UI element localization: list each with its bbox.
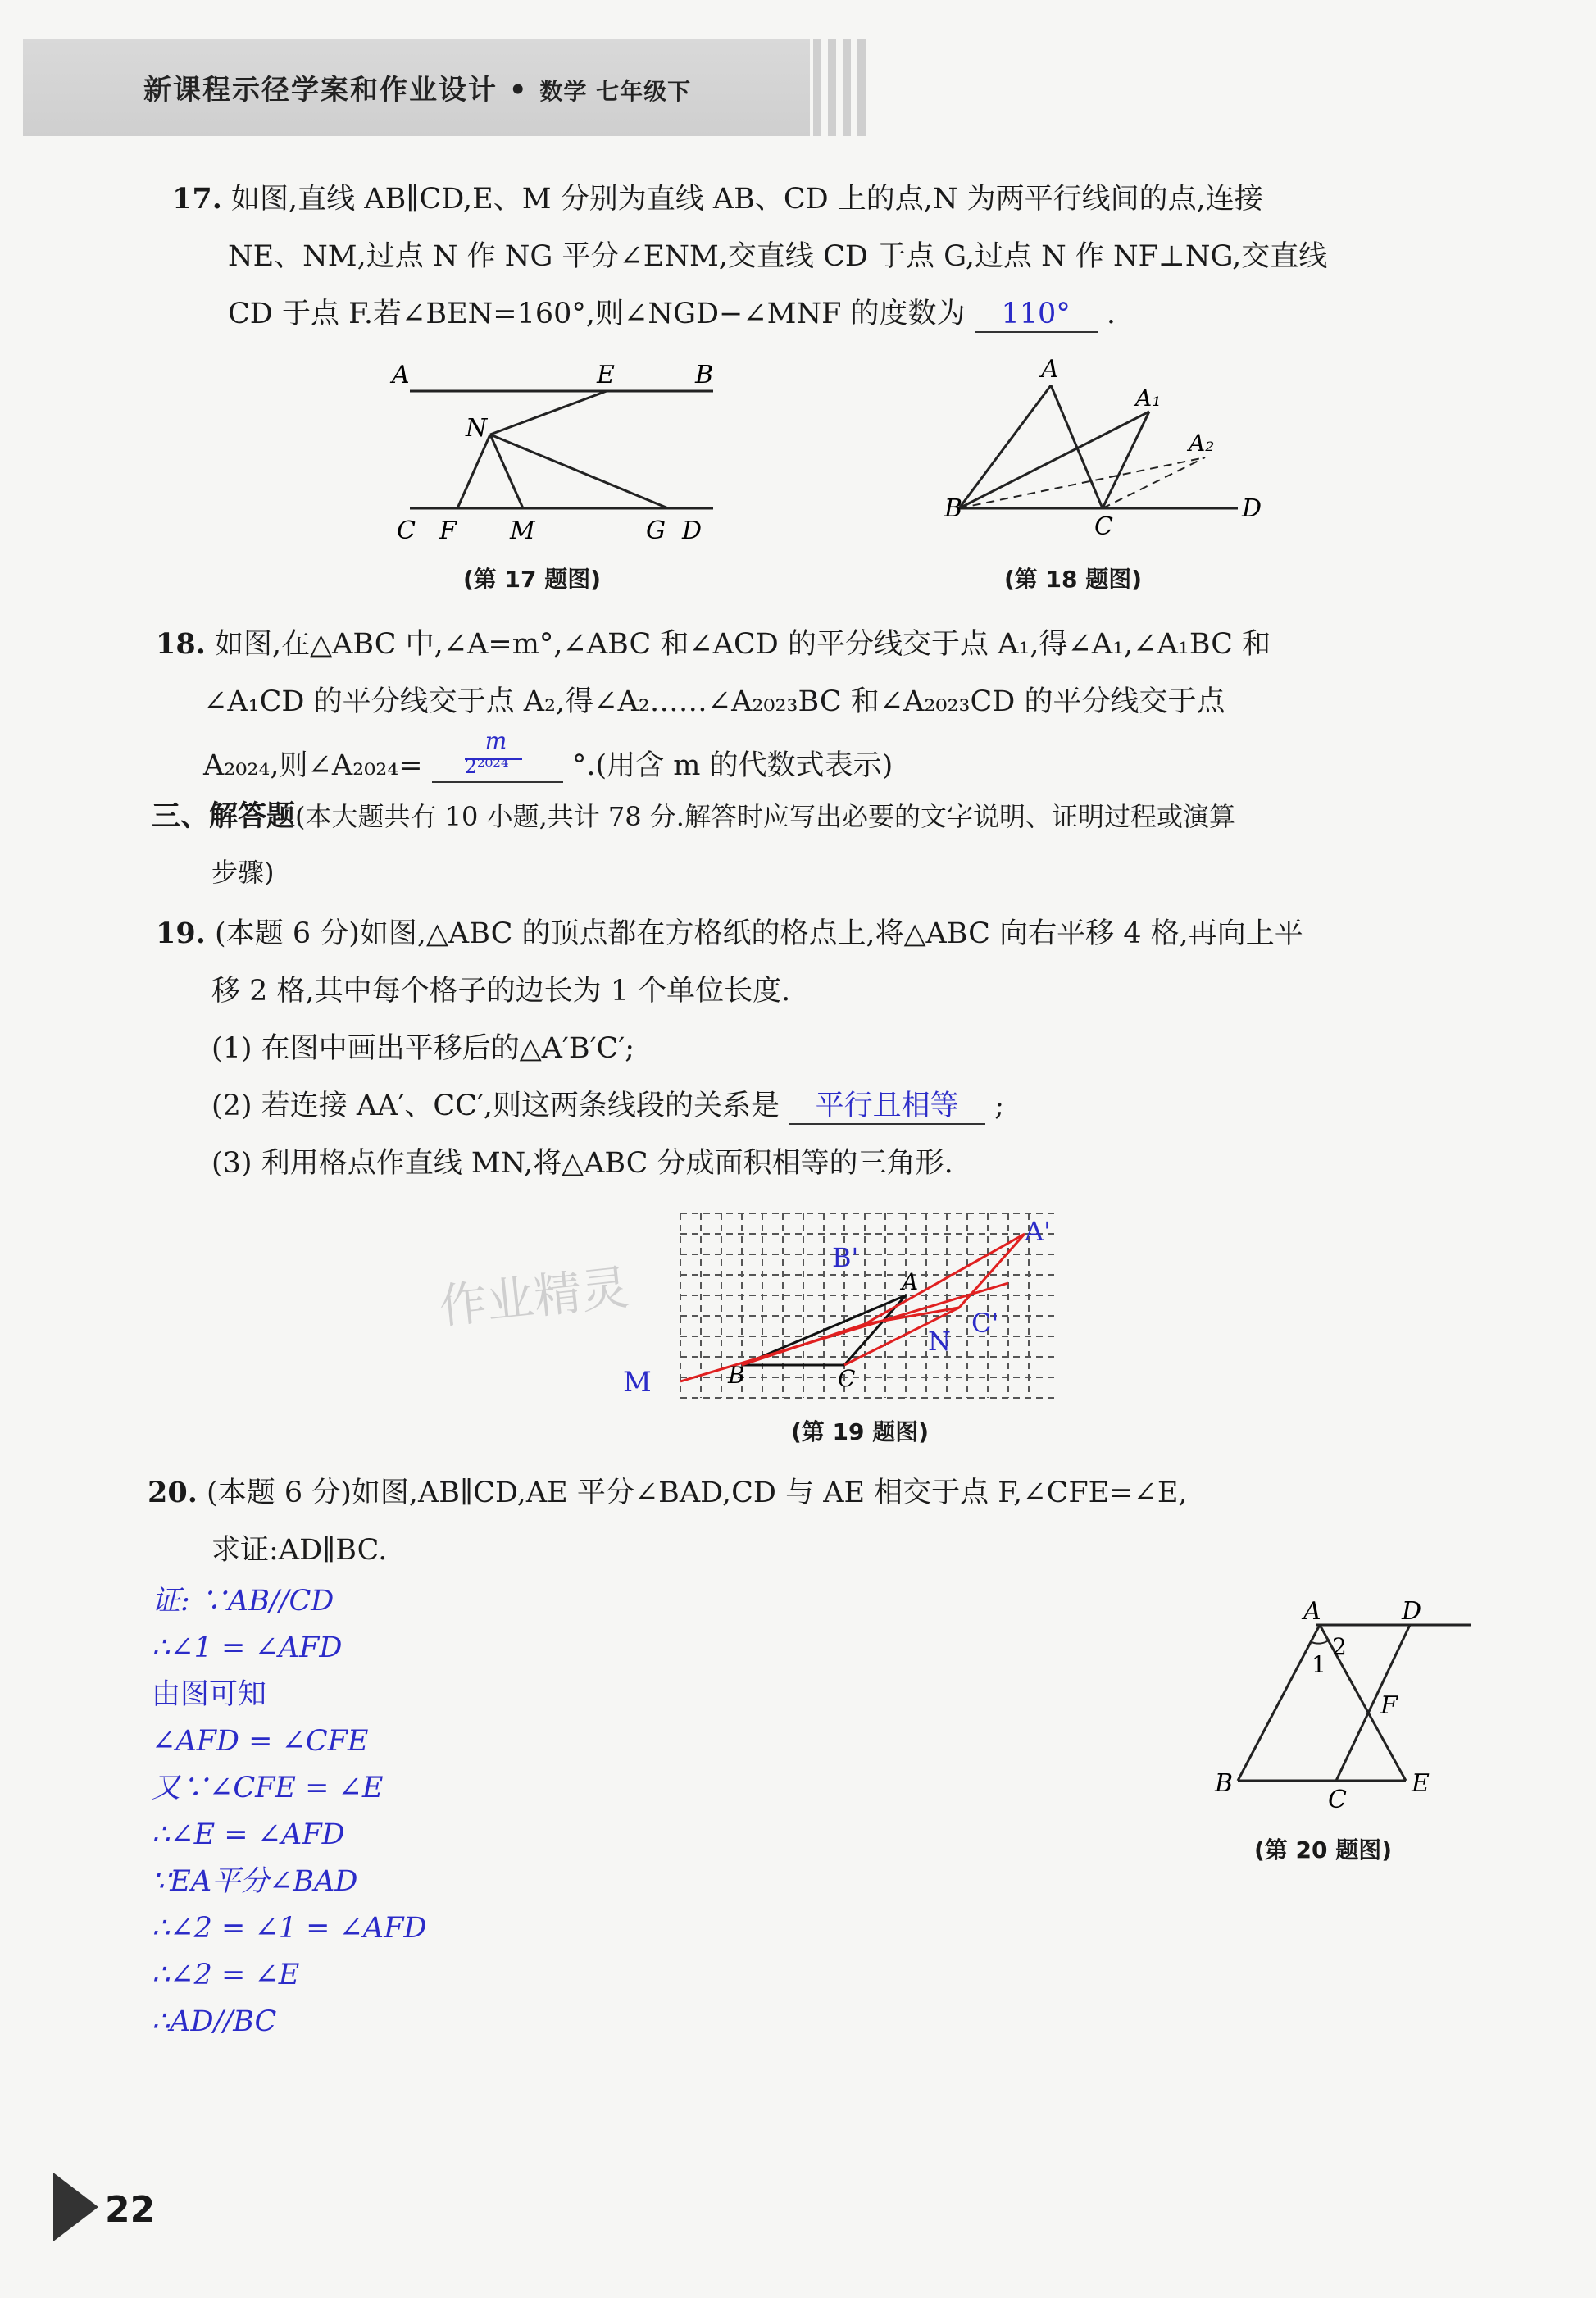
q20-label-d: D xyxy=(1402,1597,1422,1626)
q18-answer-numerator: m xyxy=(484,727,507,754)
q19-part1: (1) 在图中画出平移后的△A′B′C′; xyxy=(211,1032,635,1065)
q20-line2: 求证:AD∥BC. xyxy=(211,1534,388,1567)
q20-proof-step: ∴∠2 = ∠1 = ∠AFD xyxy=(152,1912,427,1945)
q19-label-a-prime: A' xyxy=(1025,1216,1051,1247)
q20-label-a: A xyxy=(1303,1597,1321,1626)
q17-label-c: C xyxy=(397,516,416,545)
section3-title: 三、解答题 xyxy=(152,800,296,833)
header-bullet: • xyxy=(508,74,529,107)
q18-answer-denominator: 2²⁰²⁴ xyxy=(464,755,509,778)
q19-label-a: A xyxy=(902,1268,919,1295)
q17-label-a: A xyxy=(392,361,410,389)
q19-part2-end: ; xyxy=(994,1090,1005,1122)
q18-text-3-end: °.(用含 m 的代数式表示) xyxy=(571,749,893,782)
q20-proof-step: ∴∠1 = ∠AFD xyxy=(152,1631,343,1664)
q17-label-d: D xyxy=(682,516,703,545)
q20-proof xyxy=(152,1578,427,2045)
q18-figure xyxy=(934,353,1262,549)
q20-figure xyxy=(1205,1590,1484,1820)
q20-proof-step: ∵EA平分∠BAD xyxy=(152,1865,358,1898)
q18-line3 xyxy=(203,727,893,783)
q20-proof-step: ∴AD//BC xyxy=(152,2005,277,2038)
q18-seg-ba xyxy=(959,385,1051,508)
q20-label-e: E xyxy=(1412,1769,1430,1798)
q18-answer xyxy=(432,727,563,783)
q19-label-b: B xyxy=(728,1362,745,1389)
q20-label-1: 1 xyxy=(1312,1651,1326,1678)
q19-caption: (第 19 题图) xyxy=(791,1418,930,1445)
q19-label-c-prime: C' xyxy=(971,1308,999,1339)
q20-label-b: B xyxy=(1215,1769,1234,1798)
q19-label-n: N xyxy=(928,1326,951,1357)
q20-proof-step: 证: ∵AB//CD xyxy=(152,1585,334,1618)
section3-line2: 步骤) xyxy=(211,857,275,888)
q20-label-2: 2 xyxy=(1332,1633,1347,1660)
q17-seg-nf xyxy=(457,435,490,508)
q17-seg-ne xyxy=(490,391,607,435)
q20-line1 xyxy=(148,1476,1188,1510)
q19-line1 xyxy=(156,917,1303,951)
q20-number: 20. xyxy=(148,1476,198,1509)
q17-line2: NE、NM,过点 N 作 NG 平分∠ENM,交直线 CD 于点 G,过点 N 作 NF⊥NG,交直线 xyxy=(228,240,1328,273)
q18-label-a1: A₁ xyxy=(1135,385,1162,412)
q17-caption: (第 17 题图) xyxy=(463,566,602,593)
page-number: 22 xyxy=(105,2189,156,2231)
q17-line1 xyxy=(172,182,1263,216)
q18-label-a: A xyxy=(1041,355,1059,384)
q17-line3 xyxy=(228,297,1116,333)
q19-triangle-a2b2c2 xyxy=(865,1234,1025,1324)
q20-proof-step: 由图可知 xyxy=(152,1678,267,1711)
q18-seg-ca2 xyxy=(1103,457,1205,508)
q17-figure xyxy=(385,357,730,553)
q17-text-3: CD 于点 F.若∠BEN=160°,则∠NGD−∠MNF 的度数为 xyxy=(228,298,966,330)
q17-text-1: 如图,直线 AB∥CD,E、M 分别为直线 AB、CD 上的点,N 为两平行线间的点,连接 xyxy=(231,183,1263,216)
header-title-text: 新课程示径学案和作业设计 xyxy=(143,74,498,107)
q18-line2: ∠A₁CD 的平分线交于点 A₂,得∠A₂……∠A₂₀₂₃BC 和∠A₂₀₂₃CD 的平分线交于点 xyxy=(203,685,1225,718)
q20-text-1: (本题 6 分)如图,AB∥CD,AE 平分∠BAD,CD 与 AE 相交于点 F,∠CFE=∠E, xyxy=(207,1477,1188,1509)
q18-text-3: A₂₀₂₄,则∠A₂₀₂₄= xyxy=(203,749,423,782)
section3-line1 xyxy=(152,799,1235,834)
q17-number: 17. xyxy=(172,182,222,216)
q18-line1 xyxy=(156,627,1271,662)
q18-text-1: 如图,在△ABC 中,∠A=m°,∠ABC 和∠ACD 的平分线交于点 A₁,得∠A₁,∠A₁BC 和 xyxy=(215,628,1271,661)
q20-proof-step: ∴∠E = ∠AFD xyxy=(152,1818,345,1851)
q20-label-f: F xyxy=(1380,1691,1398,1720)
q19-part2-text: (2) 若连接 AA′、CC′,则这两条线段的关系是 xyxy=(211,1090,780,1122)
q19-number: 19. xyxy=(156,917,206,950)
q17-label-b: B xyxy=(695,361,714,389)
q17-label-m: M xyxy=(510,516,535,545)
q20-label-c: C xyxy=(1328,1786,1347,1814)
q20-proof-step: ∠AFD = ∠CFE xyxy=(152,1725,369,1758)
watermark: 作业精灵 xyxy=(436,1259,632,1335)
section3-desc1: (本大题共有 10 小题,共计 78 分.解答时应写出必要的文字说明、证明过程或演算 xyxy=(295,801,1235,832)
q18-number: 18. xyxy=(156,627,206,661)
page-marker-icon xyxy=(53,2173,98,2241)
q20-proof-step: 又∵∠CFE = ∠E xyxy=(152,1772,384,1804)
q19-text-1: (本题 6 分)如图,△ABC 的顶点都在方格纸的格点上,将△ABC 向右平移 4 格,再向上平 xyxy=(215,917,1303,950)
q18-label-a2: A₂ xyxy=(1189,430,1215,457)
q18-label-c: C xyxy=(1094,512,1113,541)
q17-label-e: E xyxy=(597,361,615,389)
header-title xyxy=(143,67,691,107)
q20-proof-step: ∴∠2 = ∠E xyxy=(152,1959,300,1991)
q19-part2 xyxy=(211,1089,1004,1125)
q17-label-g: G xyxy=(646,516,666,545)
q19-label-m: M xyxy=(623,1366,652,1399)
q18-seg-ca1 xyxy=(1103,412,1149,508)
q19-part3: (3) 利用格点作直线 MN,将△ABC 分成面积相等的三角形. xyxy=(211,1147,953,1180)
q18-seg-ba2 xyxy=(959,457,1205,508)
header-subject: 数学 七年级下 xyxy=(539,78,692,105)
q18-label-d: D xyxy=(1242,494,1262,523)
q17-text-3-end: . xyxy=(1106,298,1116,330)
q18-seg-ba1 xyxy=(959,412,1149,508)
q19-line2: 移 2 格,其中每个格子的边长为 1 个单位长度. xyxy=(211,975,791,1008)
q19-part2-answer: 平行且相等 xyxy=(789,1089,985,1125)
header-stripes xyxy=(813,39,871,136)
q17-label-n: N xyxy=(466,414,488,443)
q20-caption: (第 20 题图) xyxy=(1254,1836,1393,1863)
q17-label-f: F xyxy=(439,516,457,545)
q19-label-c: C xyxy=(838,1365,856,1392)
q18-caption: (第 18 题图) xyxy=(1004,566,1143,593)
q20-seg-ab xyxy=(1238,1625,1320,1781)
q18-seg-ac xyxy=(1051,385,1103,508)
q19-figure xyxy=(623,1201,1066,1406)
q18-label-b: B xyxy=(944,494,963,523)
q19-label-b-prime: B' xyxy=(832,1242,859,1273)
q20-seg-dc xyxy=(1336,1625,1410,1781)
q17-answer: 110° xyxy=(975,297,1098,333)
